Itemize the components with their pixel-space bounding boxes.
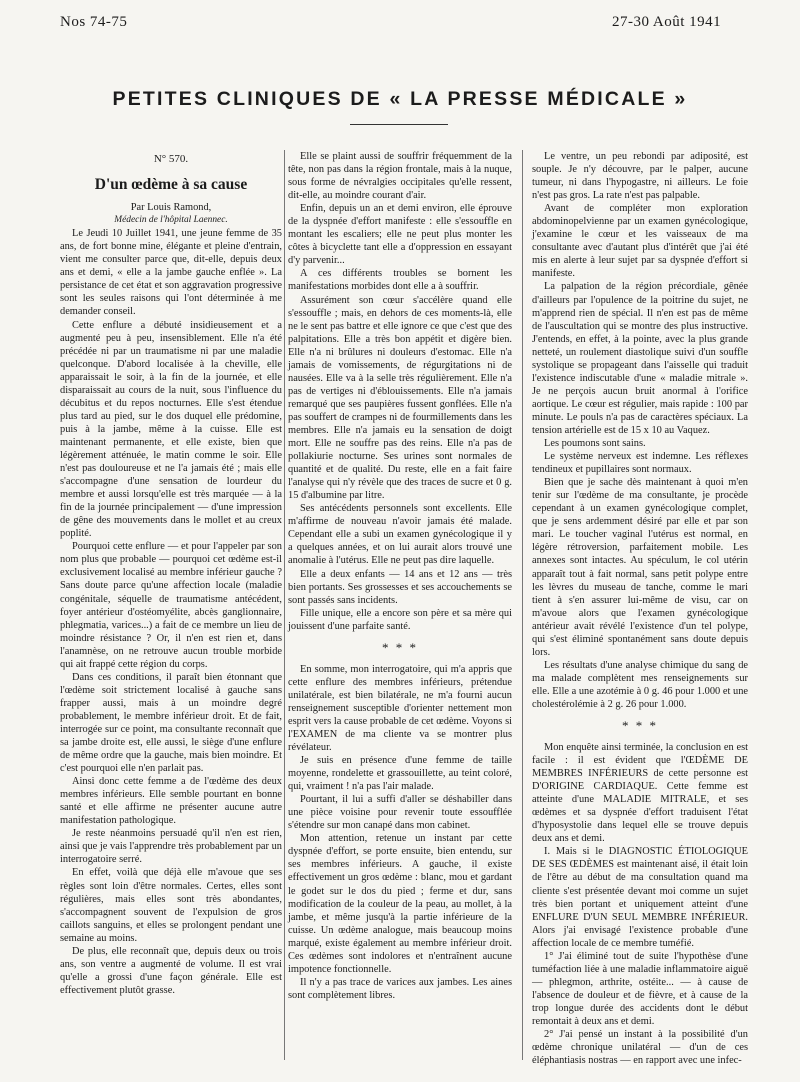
paragraph: Je suis en présence d'une femme de taille moyenne, rondelette et grassouillette, au teint coloré, qui, vraiment ! n'a pas l'air malade. [288,755,512,793]
paragraph: En somme, mon interrogatoire, qui m'a appris que cette enflure des membres inférieurs, prétendue unilatérale, est bien bilatérale, ne m'a fourni aucun renseignement susceptible d'orienter nettement mon esprit vers la cause probable de cet œdème. Voyons si l'EXAMEN de ma cliente va se montrer plus révélateur. [288,663,512,754]
paragraph: I. Mais si le DIAGNOSTIC ÉTIOLOGIQUE DE SES ŒDÈMES est maintenant aisé, il était loin de l'être au début de ma consultation quand ma cliente s'est présentée devant moi comme un sujet très bien portant et uniquement atteint d'une ENFLURE D'UN SEUL MEMBRE INFÉRIEUR. Alors j'ai envisagé l'existence probable d'une affection locale de ce membre tuméfié. [532,846,748,949]
section-separator: * * * [622,718,658,734]
paragraph: Enfin, depuis un an et demi environ, elle éprouve de la dyspnée d'effort manifeste : elle s'essouffle en montant les escaliers; elle ne peut plus monter les côtes à bicyclette tant elle a d'oppression en essayant d'y parvenir... [288,203,512,267]
paragraph: Les poumons sont sains. [544,438,646,450]
paragraph: A ces différents troubles se bornent les manifestations morbides dont elle a à souffrir. [288,268,512,293]
paragraph: Dans ces conditions, il paraît bien étonnant que l'œdème soit strictement localisé à gauche sans frapper aussi, mais à un moindre degré probablement, le membre inférieur droit. Et de fait, interrogée sur ce point, ma consultante reconnaît que sa jambe droite est, elle aussi, le siège d'une enflure de même ordre que la gauche, mais bien moindre. Et c'est pourquoi elle n'en parlait pas. [60,671,282,775]
paragraph: Avant de compléter mon exploration abdominopelvienne par un examen gynécologique, j'examine le cœur et les vaisseaux de ma consultante avec d'autant plus d'intérêt que j'ai été mis en alerte à leur sujet par sa dyspnée d'effort si manifeste. [532,203,748,280]
paragraph: Le système nerveux est indemne. Les réflexes tendineux et pupillaires sont normaux. [532,451,748,476]
paragraph: Pourquoi cette enflure — et pour l'appeler par son nom plus que probable — pourquoi cet œdème est-il exclusivement localisé au membre inférieur gauche ? Sans doute parce qu'une affection locale (maladie congénitale, séquelle de traumatisme antécédent, foyer antérieur d'ostéomyélite, abcès ganglionnaire, phlegmatia, varices...) a fait de ce membre un lieu de moindre résistance ? Or, il n'en est rien et, dans l'anamnèse, on ne retrouve aucun trouble morbide qui ait frappé cette région du corps. [60,541,282,670]
paragraph: 2° J'ai pensé un instant à la possibilité d'un œdème chronique unilatéral — d'un de ces éléphantiasis nostras — en rapport avec une infec- [532,1029,748,1067]
article-number: N° 570. [153,153,189,165]
paragraph: 1° J'ai éliminé tout de suite l'hypothèse d'une tuméfaction liée à une maladie inflammatoire aiguë — phlegmon, arthrite, ostéite... — à cause de l'absence de douleur et de fièvre, et à cause de la trop longue durée des accidents dont le début remontait à deux ans et demi. [532,950,748,1027]
paragraph: En effet, voilà que déjà elle m'avoue que ses règles sont loin d'être normales. Certes, elles sont régulières, mais elles sont très abondantes, s'accompagnent souvent de l'expulsion de gros caillots sanguins, et elles se prolongent pendant une semaine au moins. [60,867,282,944]
issue-date: 27-30 Août 1941 [612,14,722,30]
affiliation: Médecin de l'hôpital Laennec. [114,215,228,226]
column-rule-2 [522,150,523,1060]
paragraph: Le Jeudi 10 Juillet 1941, une jeune femme de 35 ans, de fort bonne mine, élégante et pleine d'entrain, vient me consulter parce que, dit-elle, depuis deux ans et demi, « elle a la jambe gauche enflée ». La persistance de cet état et son aggravation progressive sont les seules raisons qui l'ont déterminée à me demander conseil. [60,228,282,318]
rubric-title: PETITES CLINIQUES DE « LA PRESSE MÉDICALE » [112,88,688,110]
column-1 [60,150,282,997]
paragraph: Le ventre, un peu rebondi par adiposité, est souple. Je n'y découvre, par le palper, aucune tumeur, ni dans l'hypogastre, ni ailleurs. Le foie n'est pas gros. La rate n'est pas palpable. [532,151,748,202]
paragraph: Cette enflure a débuté insidieusement et a augmenté peu à peu, insensiblement. Elle n'a été précédée ni par un traumatisme ni par une maladie quelconque. D'abord localisée à la cheville, elle apparaissait le soir, à la fin de la journée, et elle disparaissait au cours de la nuit, sous l'influence du décubitus et du repos nocturnes. Elle s'est étendue plus tard au pied, sur le dos duquel elle prédomine, puis à la jambe, même à la cuisse. Elle est maintenant permanente, et elle existe, bien que légèrement atténuée, le matin comme le soir. Elle n'est pas douloureuse et ne l'a jamais été ; mais elle s'accompagne d'une sensation de lourdeur du membre et aussi lorsqu'elle est très marquée — à la fin de la journée principalement — d'une impression de gêne des mouvements dans le mollet et au creux poplité. [60,319,282,540]
paragraph: Je reste néanmoins persuadé qu'il n'en est rien, ainsi que je vais l'apprendre très probablement par un interrogatoire serré. [60,828,282,866]
paragraph: De plus, elle reconnaît que, depuis deux ou trois ans, son ventre a augmenté de volume. Il est vrai qu'elle a grossi d'une façon générale. Elle est effectivement plutôt grasse. [60,945,282,996]
paragraph: Ses antécédents personnels sont excellents. Elle m'affirme de nouveau n'avoir jamais été malade. Cependant elle a subi un examen gynécologique il y a quelques années, et on lui aurait alors trouvé une anomalie à l'utérus. Elle ne peut pas dire laquelle. [288,503,512,567]
paragraph: Mon attention, retenue un instant par cette dyspnée d'effort, se porte ensuite, bien entendu, sur ses membres inférieurs. A gauche, il existe effectivement un gros œdème : blanc, mou et gardant le godet sur le dos du pied ; ferme et dur, sans modification de la couleur de la peau, au mollet, à la jambe, et même jusqu'à la partie inférieure de la cuisse. Un œdème analogue, mais beaucoup moins marqué, existe également au membre inférieur droit. Ces œdèmes sont indolores et n'entraînent aucune impotence fonctionnelle. [288,833,512,975]
article-title: D'un œdème à sa cause [94,176,248,194]
section-separator: * * * [382,639,418,655]
column-2 [288,150,512,1002]
paragraph: Mon enquête ainsi terminée, la conclusion en est facile : il est évident que l'ŒDÈME DE MEMBRES INFÉRIEURS de cette personne est D'ORIGINE CARDIAQUE. Cette femme est atteinte d'une MALADIE MITRALE, et ses œdèmes et sa dyspnée d'effort traduisent l'état d'hyposystolie dans lequel elle se trouve depuis deux ans et demi. [532,742,748,845]
paragraph: La palpation de la région précordiale, gênée d'ailleurs par l'opulence de la poitrine du sujet, ne m'apprend rien de spécial. Il n'en est pas de même de l'auscultation qui se montre des plus instructive. J'entends, en effet, à la pointe, avec la plus grande netteté, un roulement diastolique suivi d'un souffle systolique se propageant dans l'aisselle qui traduit l'existence indiscutable d'une « maladie mitrale ». Je ne perçois aucun bruit anormal à l'orifice aortique. Le cœur est régulier, mais rapide : 100 par minute. Le pouls n'a pas de caractères spéciaux. La tension artérielle est de 15 x 10 au Vaquez. [532,281,748,436]
column-3 [532,150,748,1067]
paragraph: Il n'y a pas trace de varices aux jambes. Les aines sont complètement libres. [288,976,512,1001]
issue-number: Nos 74-75 [60,14,128,30]
title-rule [350,124,448,125]
paragraph: Bien que je sache dès maintenant à quoi m'en tenir sur l'œdème de ma consultante, je procède cependant à un examen gynécologique complet, que je sens ardemment désiré par elle et par son mari. Le toucher vaginal l'utérus est normal, en légère rétroversion, parfaitement mobile. Les annexes sont intactes. Au spéculum, le col utérin apparaît tout à fait normal, sans petit polype entre les lèvres du museau de tanche, comme le mari tient à s'en assurer lui-même de visu, car on m'avoue alors que l'examen gynécologique antérieur avait révélé l'existence d'un tel polype, qui s'est éliminé spontanément sans doute depuis lors. [532,477,748,658]
paragraph: Elle a deux enfants — 14 ans et 12 ans — très bien portants. Ses grossesses et ses accouchements se sont passés sans incidents. [288,568,512,606]
paragraph: Assurément son cœur s'accélère quand elle s'essouffle ; mais, en dehors de ces moments-là, elle ne le sent pas battre et elle ignore ce que c'est que des palpitations. Elle a très bon appétit et digère bien. Elle n'a ni brûlures ni douleurs d'estomac. Elle n'a jamais de vomissements, de régurgitations ni de nausées. Elle va à la selle très régulièrement. Elle n'a pas de vertiges ni d'éblouissements. Elle n'a jamais remarqué que ses paupières fussent gonflées. Elle n'a pas souffert de crampes ni de fourmillements dans les membres. Elle n'a jamais eu la sensation de doigt mort. Elle ne souffre pas des reins. Elle n'a pas de pollakiurie nocturne. Ses urines sont normales de quantité et de qualité. Du reste, elle en a fait faire l'analyse qui n'y révèle que des traces de sucre et 0 g. 15 d'albumine par litre. [288,294,512,502]
paragraph: Ainsi donc cette femme a de l'œdème des deux membres inférieurs. Elle semble pourtant en bonne santé et elle affirme ne présenter aucune autre manifestation pathologique. [60,776,282,827]
paragraph: Pourtant, il lui a suffi d'aller se déshabiller dans une pièce voisine pour revenir toute essoufflée s'étendre sur mon canapé dans mon cabinet. [288,794,512,832]
byline: Par Louis Ramond, [130,202,212,214]
paragraph: Elle se plaint aussi de souffrir fréquemment de la tête, non pas dans la région frontale, mais à la nuque, sous forme de névralgies occipitales qu'elle ressent, dit-elle, au moindre courant d'air. [288,151,512,202]
paragraph: Fille unique, elle a encore son père et sa mère qui jouissent d'une parfaite santé. [288,607,512,632]
paragraph: Les résultats d'une analyse chimique du sang de ma malade complètent mes renseignements sur elle. Elle a une azotémie à 0 g. 46 pour 1.000 et une cholestérolémie à 2 g. 26 pour 1.000. [532,659,748,710]
column-rule-1 [284,150,285,1060]
